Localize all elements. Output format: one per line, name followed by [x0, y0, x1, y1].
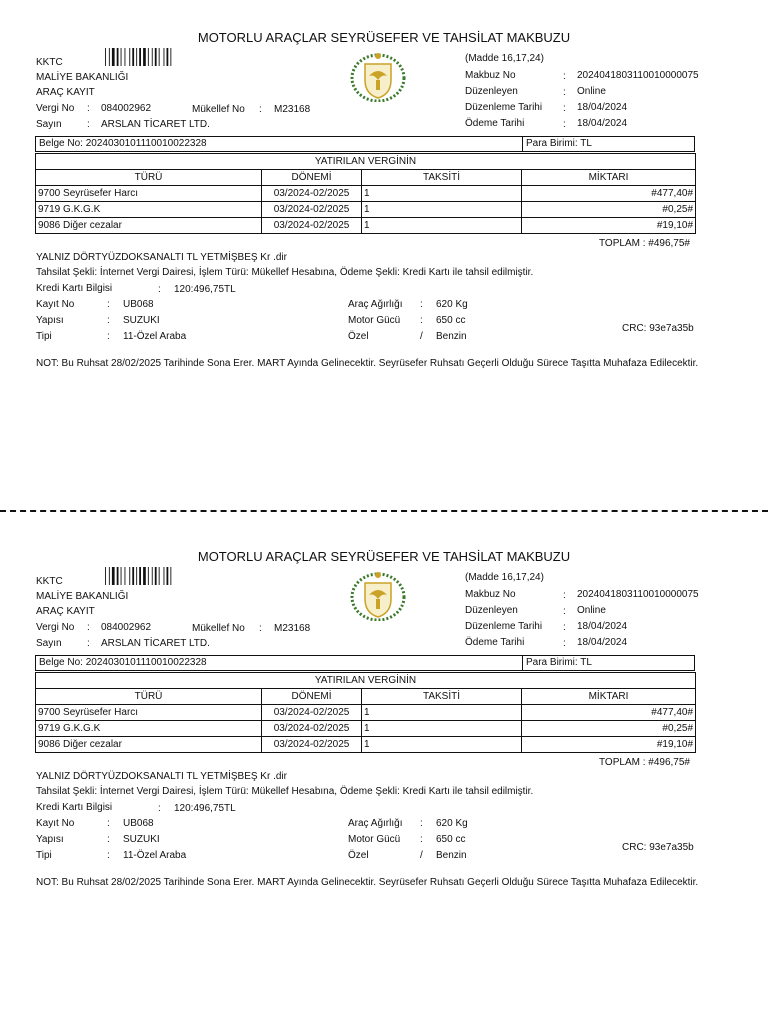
colon: : [563, 590, 566, 601]
sayin-value: ARSLAN TİCARET LTD. [101, 119, 210, 130]
cell-taksiti: 1 [362, 202, 522, 218]
sayin-value: ARSLAN TİCARET LTD. [101, 638, 210, 649]
colon: : [107, 818, 110, 829]
table-title-row [36, 154, 696, 170]
colon: : [87, 638, 90, 649]
colon: : [563, 119, 566, 130]
cell-miktari: #477,40# [522, 705, 696, 721]
meta-label-3: Ödeme Tarihi [465, 637, 525, 648]
madde-reference: (Madde 16,17,24) [465, 53, 544, 64]
mukellef-no-label: Mükellef No [192, 623, 245, 634]
colon: : [563, 103, 566, 114]
table-row [36, 202, 696, 218]
cell-miktari: #477,40# [522, 186, 696, 202]
cell-miktari: #0,25# [522, 721, 696, 737]
colon: : [107, 315, 110, 326]
kayit-no-value: UB068 [123, 818, 154, 829]
para-birimi: Para Birimi: TL [526, 657, 592, 668]
issuer-ministry: MALİYE BAKANLIĞI [36, 72, 129, 83]
vergi-no-label: Vergi No [36, 622, 75, 633]
para-birimi: Para Birimi: TL [526, 138, 592, 149]
colon: : [107, 299, 110, 310]
colon: : [107, 850, 110, 861]
issuer-ministry: MALİYE BAKANLIĞI [36, 591, 129, 602]
tahsilat-text: Tahsilat Şekli: İnternet Vergi Dairesi, İşlem Türü: Mükellef Hesabına, Ödeme Şekli: Kredi Kartı ile tahsil edilmiştir. [36, 786, 534, 797]
cell-taksiti: 1 [362, 705, 522, 721]
yalniz-text: YALNIZ DÖRTYÜZDOKSANALTI TL YETMİŞBEŞ Kr .dir [36, 771, 287, 782]
meta-label-0: Makbuz No [465, 70, 516, 81]
meta-label-1: Düzenleyen [465, 605, 518, 616]
colon: : [563, 606, 566, 617]
receipt-title: MOTORLU ARAÇLAR SEYRÜSEFER VE TAHSİLAT MAKBUZU [197, 30, 571, 45]
column-header-taksiti: TAKSİTİ [362, 689, 522, 705]
cell-taksiti: 1 [362, 737, 522, 753]
column-header-miktari: MİKTARI [522, 689, 696, 705]
column-header-donemi: DÖNEMİ [262, 170, 362, 186]
tipi-value: 11-Özel Araba [123, 331, 187, 342]
meta-value-0: 2024041803110010000075 [577, 70, 699, 81]
colon: : [87, 622, 90, 633]
cell-turu: 9086 Diğer cezalar [36, 737, 262, 753]
colon: : [107, 834, 110, 845]
agirlik-value: 620 Kg [436, 299, 468, 310]
coat-of-arms-emblem [349, 50, 407, 102]
sayin-label: Sayın [36, 119, 62, 130]
toplam: TOPLAM : #496,75# [599, 757, 690, 768]
kredi-value: 120:496,75TL [174, 284, 236, 295]
cell-donemi: 03/2024-02/2025 [262, 218, 362, 234]
crc-code: CRC: 93e7a35b [622, 842, 694, 853]
table-row [36, 218, 696, 234]
cell-taksiti: 1 [362, 218, 522, 234]
belge-header-box [35, 136, 695, 152]
ozel-separator: / [420, 331, 423, 342]
ozel-separator: / [420, 850, 423, 861]
colon: : [420, 299, 423, 310]
barcode-image [105, 48, 185, 66]
cell-taksiti: 1 [362, 721, 522, 737]
kayit-no-label: Kayıt No [36, 299, 75, 310]
colon: : [563, 638, 566, 649]
kredi-value: 120:496,75TL [174, 803, 236, 814]
vergi-no-value: 084002962 [101, 622, 152, 633]
yapisi-label: Yapısı [36, 315, 64, 326]
colon: : [259, 104, 262, 115]
cell-taksiti: 1 [362, 186, 522, 202]
table-title-row [36, 673, 696, 689]
column-header-turu: TÜRÜ [36, 170, 262, 186]
tipi-label: Tipi [36, 850, 52, 861]
column-header-miktari: MİKTARI [522, 170, 696, 186]
belge-no: Belge No: 2024030101110010022328 [39, 138, 207, 149]
belge-no: Belge No: 2024030101110010022328 [39, 657, 207, 668]
receipt-copy-duplicate [0, 519, 768, 1019]
kredi-label: Kredi Kartı Bilgisi [36, 283, 113, 294]
motor-value: 650 cc [436, 315, 466, 326]
receipt-copy-original [0, 0, 768, 500]
kayit-no-value: UB068 [123, 299, 154, 310]
issuer-country: KKTC [36, 576, 63, 587]
cell-miktari: #19,10# [522, 737, 696, 753]
column-header-turu: TÜRÜ [36, 689, 262, 705]
issuer-department: ARAÇ KAYIT [36, 606, 95, 617]
meta-value-2: 18/04/2024 [577, 621, 628, 632]
ozel-label: Özel [348, 331, 369, 342]
tipi-value: 11-Özel Araba [123, 850, 187, 861]
note-text: NOT: Bu Ruhsat 28/02/2025 Tarihinde Sona Erer. MART Ayında Gelinecektir. Seyrüsefer Ruhsatı Geçerli Olduğu Sürece Taşıtta Muhafaza Edilecektir. [36, 877, 699, 888]
meta-label-1: Düzenleyen [465, 86, 518, 97]
colon: : [158, 284, 161, 295]
issuer-department: ARAÇ KAYIT [36, 87, 95, 98]
cell-donemi: 03/2024-02/2025 [262, 705, 362, 721]
note-text: NOT: Bu Ruhsat 28/02/2025 Tarihinde Sona Erer. MART Ayında Gelinecektir. Seyrüsefer Ruhsatı Geçerli Olduğu Sürece Taşıtta Muhafaza Edilecektir. [36, 358, 699, 369]
mukellef-no-label: Mükellef No [192, 104, 245, 115]
colon: : [563, 71, 566, 82]
meta-label-0: Makbuz No [465, 589, 516, 600]
motor-value: 650 cc [436, 834, 466, 845]
cell-turu: 9719 G.K.G.K [36, 721, 262, 737]
motor-label: Motor Gücü [348, 315, 401, 326]
colon: : [563, 622, 566, 633]
meta-value-3: 18/04/2024 [577, 118, 628, 129]
toplam: TOPLAM : #496,75# [599, 238, 690, 249]
kredi-label: Kredi Kartı Bilgisi [36, 802, 113, 813]
tax-table [35, 153, 696, 234]
cell-turu: 9700 Seyrüsefer Harcı [36, 705, 262, 721]
colon: : [563, 87, 566, 98]
meta-label-2: Düzenleme Tarihi [465, 102, 543, 113]
cell-donemi: 03/2024-02/2025 [262, 202, 362, 218]
barcode-image [105, 567, 185, 585]
motor-label: Motor Gücü [348, 834, 401, 845]
meta-value-0: 2024041803110010000075 [577, 589, 699, 600]
agirlik-value: 620 Kg [436, 818, 468, 829]
vergi-no-value: 084002962 [101, 103, 152, 114]
kayit-no-label: Kayıt No [36, 818, 75, 829]
cell-donemi: 03/2024-02/2025 [262, 737, 362, 753]
colon: : [87, 119, 90, 130]
colon: : [420, 834, 423, 845]
fuel-value: Benzin [436, 850, 467, 861]
yalniz-text: YALNIZ DÖRTYÜZDOKSANALTI TL YETMİŞBEŞ Kr .dir [36, 252, 287, 263]
meta-value-3: 18/04/2024 [577, 637, 628, 648]
tipi-label: Tipi [36, 331, 52, 342]
meta-value-2: 18/04/2024 [577, 102, 628, 113]
ozel-label: Özel [348, 850, 369, 861]
cell-turu: 9086 Diğer cezalar [36, 218, 262, 234]
vergi-no-label: Vergi No [36, 103, 75, 114]
sayin-label: Sayın [36, 638, 62, 649]
tahsilat-text: Tahsilat Şekli: İnternet Vergi Dairesi, İşlem Türü: Mükellef Hesabına, Ödeme Şekli: Kredi Kartı ile tahsil edilmiştir. [36, 267, 534, 278]
yapisi-value: SUZUKI [123, 315, 160, 326]
cell-donemi: 03/2024-02/2025 [262, 721, 362, 737]
colon: : [420, 315, 423, 326]
table-row [36, 721, 696, 737]
cell-turu: 9719 G.K.G.K [36, 202, 262, 218]
meta-label-3: Ödeme Tarihi [465, 118, 525, 129]
table-row [36, 737, 696, 753]
table-row [36, 705, 696, 721]
yapisi-value: SUZUKI [123, 834, 160, 845]
crc-code: CRC: 93e7a35b [622, 323, 694, 334]
receipt-title: MOTORLU ARAÇLAR SEYRÜSEFER VE TAHSİLAT MAKBUZU [197, 549, 571, 564]
cell-miktari: #0,25# [522, 202, 696, 218]
table-header-row [36, 689, 696, 705]
colon: : [259, 623, 262, 634]
colon: : [107, 331, 110, 342]
agirlik-label: Araç Ağırlığı [348, 818, 403, 829]
table-header-row [36, 170, 696, 186]
fuel-value: Benzin [436, 331, 467, 342]
cut-line [0, 510, 768, 512]
table-title: YATIRILAN VERGİNİN [36, 673, 696, 689]
colon: : [87, 103, 90, 114]
tax-table [35, 672, 696, 753]
agirlik-label: Araç Ağırlığı [348, 299, 403, 310]
mukellef-no-value: M23168 [274, 623, 311, 634]
colon: : [420, 818, 423, 829]
mukellef-no-value: M23168 [274, 104, 311, 115]
table-row [36, 186, 696, 202]
meta-label-2: Düzenleme Tarihi [465, 621, 543, 632]
column-header-donemi: DÖNEMİ [262, 689, 362, 705]
meta-value-1: Online [577, 86, 606, 97]
table-title: YATIRILAN VERGİNİN [36, 154, 696, 170]
madde-reference: (Madde 16,17,24) [465, 572, 544, 583]
cell-donemi: 03/2024-02/2025 [262, 186, 362, 202]
issuer-country: KKTC [36, 57, 63, 68]
cell-turu: 9700 Seyrüsefer Harcı [36, 186, 262, 202]
belge-header-box [35, 655, 695, 671]
coat-of-arms-emblem [349, 569, 407, 621]
yapisi-label: Yapısı [36, 834, 64, 845]
column-header-taksiti: TAKSİTİ [362, 170, 522, 186]
meta-value-1: Online [577, 605, 606, 616]
colon: : [158, 803, 161, 814]
cell-miktari: #19,10# [522, 218, 696, 234]
